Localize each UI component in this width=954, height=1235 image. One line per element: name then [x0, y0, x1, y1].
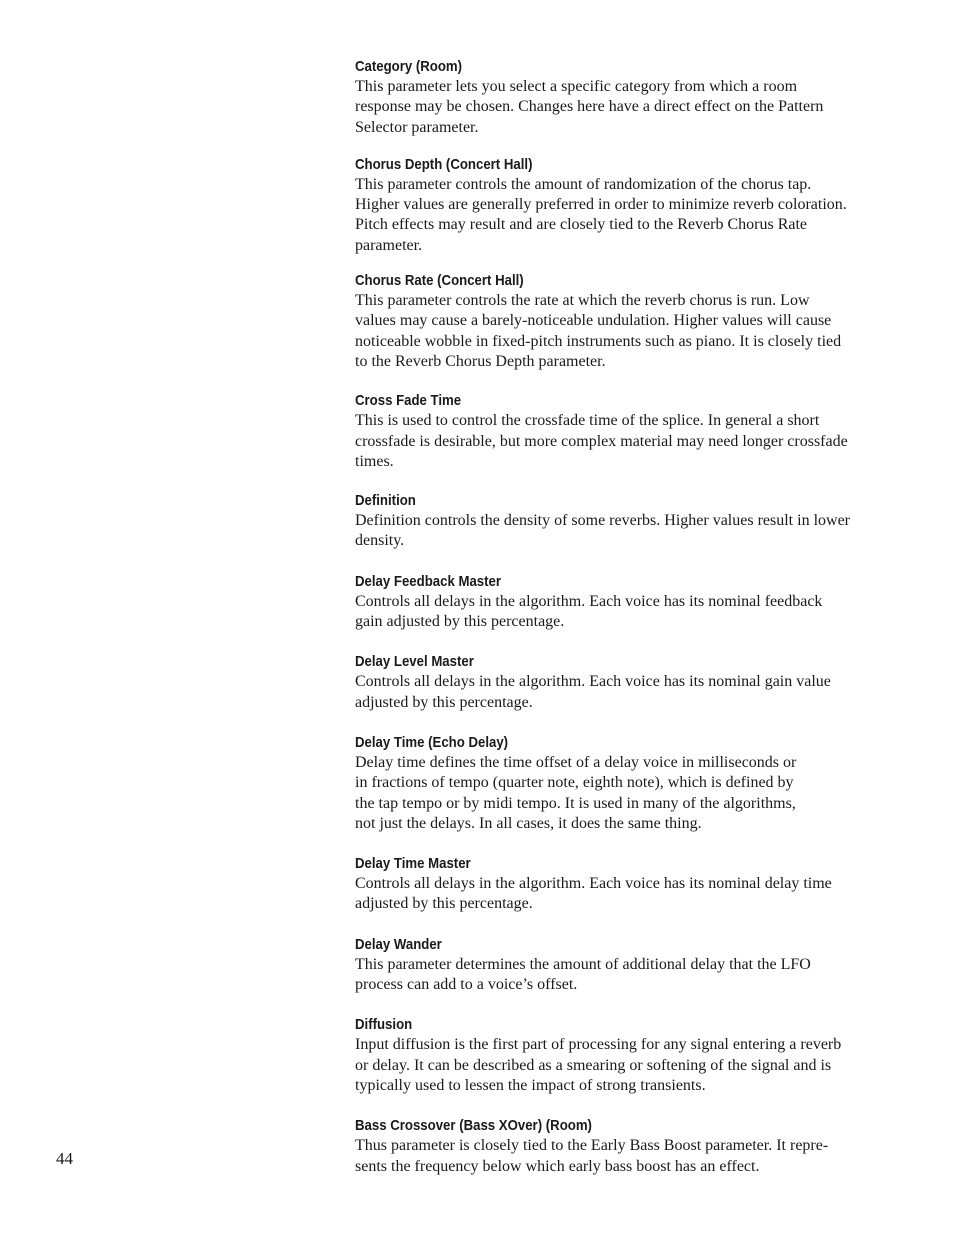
entry-body — [355, 753, 875, 834]
body-line: adjusted by this percentage. — [355, 693, 533, 711]
entry-heading: Delay Time (Echo Delay) — [355, 733, 509, 751]
body-line: This is used to control the crossfade time of the splice. In general a short — [355, 412, 820, 430]
body-line: This parameter lets you select a specific category from which a room — [355, 78, 798, 95]
entry-heading: Definition — [355, 492, 416, 510]
entry-chorus-depth — [355, 155, 875, 256]
entry-delay-time-echo — [355, 733, 875, 834]
body-line: Delay time defines the time offset of a delay voice in milliseconds or — [355, 753, 797, 771]
parameter-glossary — [355, 57, 875, 1177]
body-line: crossfade is desirable, but more complex material may need longer crossfade — [355, 432, 848, 450]
entry-diffusion — [355, 1015, 875, 1096]
body-line: to the Reverb Chorus Depth parameter. — [355, 352, 606, 370]
page-number: 44 — [56, 1149, 73, 1168]
entry-heading: Delay Level Master — [355, 653, 474, 671]
entry-heading: Delay Time Master — [355, 855, 471, 873]
body-line: Selector parameter. — [355, 118, 479, 136]
entry-body — [355, 955, 875, 996]
entry-body — [355, 411, 875, 472]
body-line: values may cause a barely-noticeable undulation. Higher values will cause — [355, 312, 832, 330]
body-line: Thus parameter is closely tied to the Early Bass Boost parameter. It repre- — [355, 1137, 829, 1155]
entry-body — [355, 874, 875, 915]
body-line: or delay. It can be described as a smearing or softening of the signal and is — [355, 1056, 832, 1074]
entry-delay-feedback-master — [355, 572, 875, 633]
entry-cross-fade-time — [355, 391, 875, 472]
body-line: noticeable wobble in fixed-pitch instruments such as piano. It is closely tied — [355, 332, 842, 350]
entry-body — [355, 291, 875, 372]
body-line: Definition controls the density of some reverbs. Higher values result in lower — [355, 512, 850, 530]
body-line: density. — [355, 532, 405, 550]
entry-delay-time-master — [355, 854, 875, 915]
entry-body — [355, 511, 875, 552]
body-line: sents the frequency below which early bass boost has an effect. — [355, 1157, 760, 1175]
body-line: Controls all delays in the algorithm. Each voice has its nominal feedback — [355, 592, 823, 610]
body-line: Controls all delays in the algorithm. Each voice has its nominal delay time — [355, 875, 832, 893]
entry-heading: Chorus Depth (Concert Hall) — [355, 155, 533, 173]
entry-body — [355, 592, 875, 633]
entry-heading: Delay Feedback Master — [355, 572, 502, 590]
entry-heading: Bass Crossover (Bass XOver) (Room) — [355, 1117, 592, 1135]
body-line: adjusted by this percentage. — [355, 895, 533, 913]
entry-body — [355, 1136, 875, 1177]
body-line: process can add to a voice’s offset. — [355, 976, 578, 994]
body-line: response may be chosen. Changes here have a direct effect on the Pattern — [355, 98, 824, 116]
entry-category-room — [355, 57, 875, 138]
body-line: in fractions of tempo (quarter note, eighth note), which is defined by — [355, 774, 794, 792]
entry-body — [355, 77, 875, 138]
entry-chorus-rate — [355, 271, 875, 372]
body-line: parameter. — [355, 236, 423, 254]
entry-delay-level-master — [355, 652, 875, 713]
entry-heading: Diffusion — [355, 1016, 413, 1034]
body-line: Input diffusion is the first part of processing for any signal entering a reverb — [355, 1036, 842, 1054]
entry-heading: Category (Room) — [355, 58, 463, 75]
body-line: Higher values are generally preferred in order to minimize reverb coloration. — [355, 196, 847, 214]
body-line: This parameter controls the amount of randomization of the chorus tap. — [355, 175, 812, 193]
body-line: This parameter determines the amount of additional delay that the LFO — [355, 955, 811, 973]
entry-body — [355, 175, 875, 256]
body-line: times. — [355, 452, 394, 470]
body-line: typically used to lessen the impact of strong transients. — [355, 1076, 706, 1094]
entry-delay-wander — [355, 935, 875, 996]
entry-heading: Delay Wander — [355, 935, 442, 953]
entry-heading: Chorus Rate (Concert Hall) — [355, 272, 524, 290]
entry-bass-crossover — [355, 1116, 875, 1177]
body-line: gain adjusted by this percentage. — [355, 613, 565, 631]
entry-body — [355, 1035, 875, 1096]
body-line: not just the delays. In all cases, it does the same thing. — [355, 814, 702, 832]
entry-heading: Cross Fade Time — [355, 392, 462, 410]
entry-body — [355, 672, 875, 713]
entry-definition — [355, 491, 875, 552]
body-line: This parameter controls the rate at which the reverb chorus is run. Low — [355, 292, 810, 310]
body-line: the tap tempo or by midi tempo. It is used in many of the algorithms, — [355, 794, 796, 812]
body-line: Controls all delays in the algorithm. Each voice has its nominal gain value — [355, 673, 831, 691]
body-line: Pitch effects may result and are closely tied to the Reverb Chorus Rate — [355, 216, 808, 234]
